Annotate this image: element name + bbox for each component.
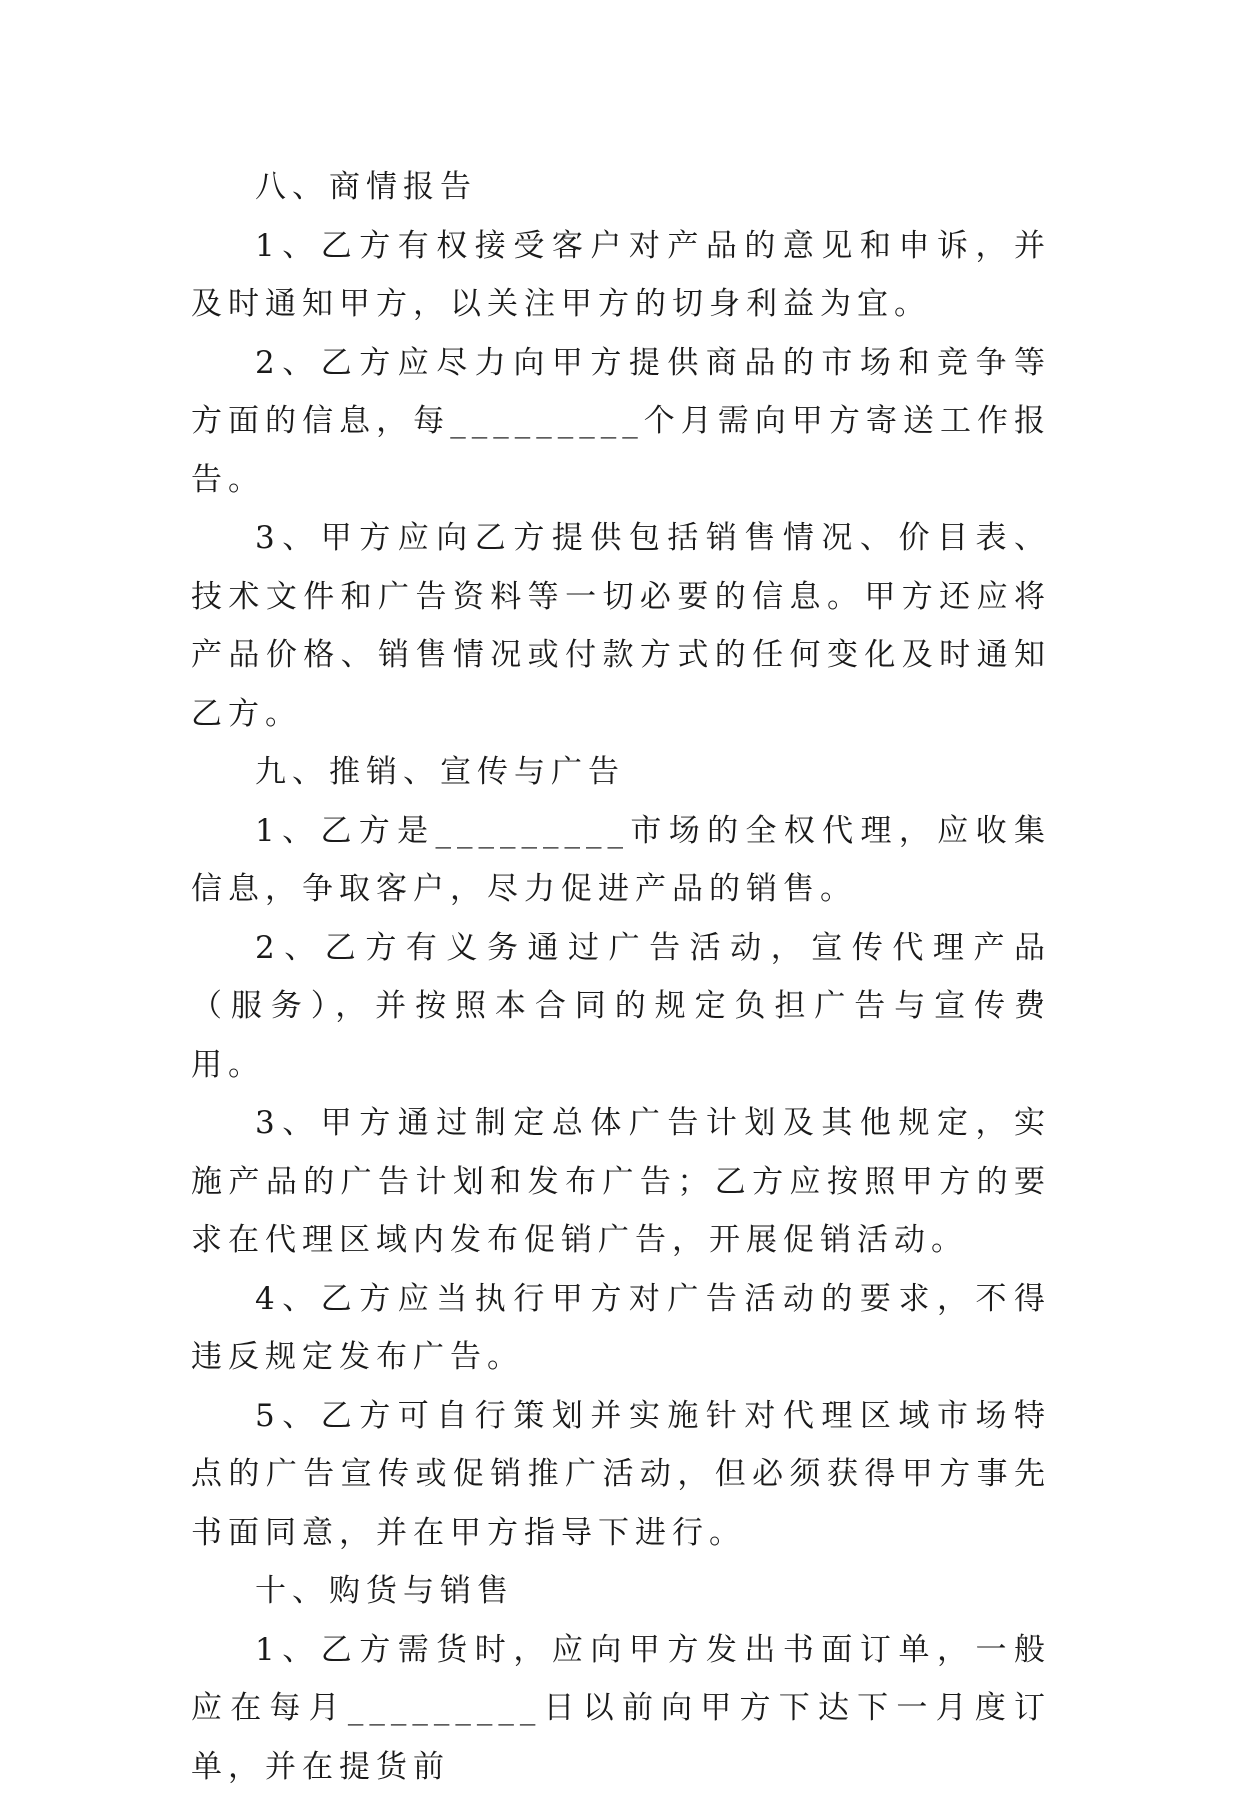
section-8-paragraph-2: 2、乙方应尽力向甲方提供商品的市场和竞争等方面的信息，每_________个月需向甲方寄送工作报告。 xyxy=(191,334,1051,510)
section-9-paragraph-5: 5、乙方可自行策划并实施针对代理区域市场特点的广告宣传或促销推广活动，但必须获得甲方事先书面同意，并在甲方指导下进行。 xyxy=(191,1387,1051,1563)
section-10-paragraph-1: 1、乙方需货时，应向甲方发出书面订单，一般应在每月_________日以前向甲方下达下一月度订单，并在提货前 xyxy=(191,1621,1051,1796)
section-heading-9: 九、推销、宣传与广告 xyxy=(191,743,1051,802)
section-heading-8: 八、商情报告 xyxy=(191,158,1051,217)
section-heading-10: 十、购货与销售 xyxy=(191,1562,1051,1621)
section-9-paragraph-4: 4、乙方应当执行甲方对广告活动的要求，不得违反规定发布广告。 xyxy=(191,1270,1051,1387)
section-8-paragraph-1: 1、乙方有权接受客户对产品的意见和申诉，并及时通知甲方，以关注甲方的切身利益为宜。 xyxy=(191,217,1051,334)
section-8-paragraph-3: 3、甲方应向乙方提供包括销售情况、价目表、技术文件和广告资料等一切必要的信息。甲方还应将产品价格、销售情况或付款方式的任何变化及时通知乙方。 xyxy=(191,509,1051,743)
section-9-paragraph-3: 3、甲方通过制定总体广告计划及其他规定，实施产品的广告计划和发布广告；乙方应按照甲方的要求在代理区域内发布促销广告，开展促销活动。 xyxy=(191,1094,1051,1270)
section-9-paragraph-1: 1、乙方是_________市场的全权代理，应收集信息，争取客户，尽力促进产品的销售。 xyxy=(191,802,1051,919)
section-9-paragraph-2: 2、乙方有义务通过广告活动，宣传代理产品（服务），并按照本合同的规定负担广告与宣传费用。 xyxy=(191,919,1051,1095)
document-body xyxy=(191,158,1051,1796)
